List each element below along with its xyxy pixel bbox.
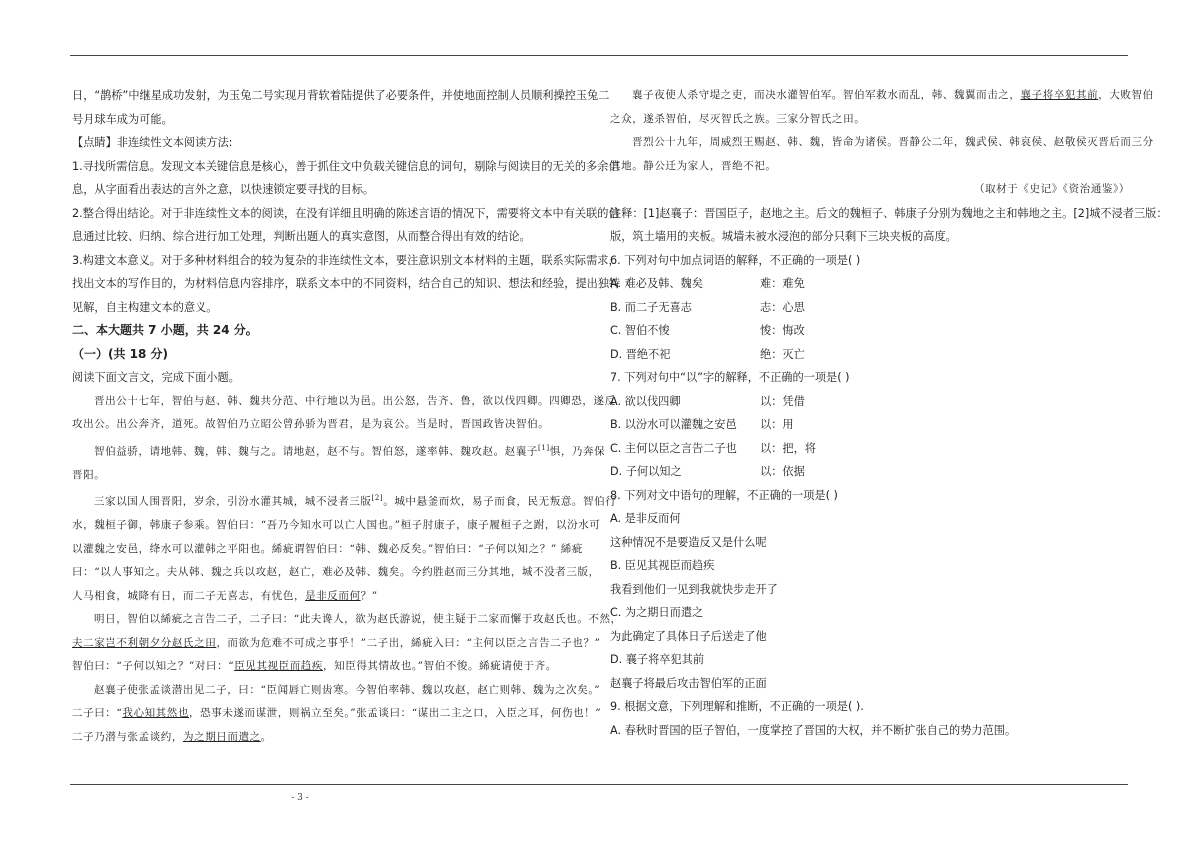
- passage-line: [72, 726, 590, 750]
- question-9-stem: 9. 根据文意，下列理解和推断，不正确的一项是( ).: [610, 700, 864, 713]
- passage-line: 水，魏桓子御，韩康子参乘。智伯曰：“吾乃今知水可以亡人国也。”桓子肘康子，康子履桓子之跗，以汾水可: [72, 519, 601, 531]
- passage-text: ？”: [360, 589, 378, 602]
- passage-text: 智伯益骄，请地韩、魏，韩、魏与之。请地赵，赵不与。智伯怒，遂率韩、魏攻赵。赵襄子: [94, 445, 538, 457]
- q8-line: 我看到他们一见到我就快步走开了: [610, 582, 778, 596]
- option-gloss: 悛：悔改: [760, 324, 805, 337]
- passage-text: 。城中悬釜而炊，易子而食，民无叛意。智伯行: [383, 495, 617, 508]
- option-text: A. 欲以伐四卿: [610, 394, 681, 408]
- option-gloss: 以：依据: [760, 465, 805, 478]
- footnote-ref: [2]: [371, 494, 384, 502]
- q9-line: A. 春秋时晋国的臣子智伯，一度掌控了晋国的大权，并不断扩张自己的势力范围。: [610, 723, 1017, 737]
- instruction: 阅读下面文言文，完成下面小题。: [72, 371, 240, 384]
- q7-option-a: [610, 390, 1130, 414]
- tip-line: 2.整合得出结论。对于非连续性文本的阅读，在没有详细且明确的陈述言语的情况下，需要将文本中有关联的信: [72, 206, 620, 220]
- underlined-sentence: 襄子将卒犯其前: [1020, 89, 1099, 101]
- tip-line: 见解，自主构建文本的意义。: [72, 300, 218, 314]
- passage-text: ，恐事未遂而谋泄，则祸立至矣。”张孟谈曰：“谋出二主之口，入臣之耳，何伤也！”: [188, 707, 602, 719]
- q6-option-d: [610, 343, 1130, 367]
- q7-option-d: [610, 460, 1130, 484]
- option-gloss: 以：用: [760, 418, 794, 431]
- passage-line: [72, 655, 590, 679]
- question-7-stem: 7. 下列对句中“以”字的解释，不正确的一项是( ): [610, 371, 850, 384]
- option-gloss: 以：凭借: [760, 394, 805, 408]
- q7-option-c: [610, 437, 1130, 461]
- q8-line: B. 臣见其视臣而趋疾: [610, 559, 715, 572]
- q6-option-c: [610, 319, 1130, 343]
- source-citation: （取材于《史记》《资治通鉴》）: [974, 183, 1130, 195]
- option-text: A. 难必及韩、魏矣: [610, 277, 703, 290]
- intro-line: 日，“鹊桥”中继星成功发射，为玉兔二号实现月背软着陆提供了必要条件，并使地面控制人员顺利操控玉兔二: [72, 89, 610, 102]
- passage-line: 曰：“以人事知之。夫从韩、魏之兵以攻赵，赵亡，难必及韩、魏矣。今约胜赵而三分其地，城不没者三版，: [72, 566, 600, 578]
- top-rule: [70, 55, 1128, 56]
- underlined-sentence: 是非反而何: [305, 589, 361, 602]
- q8-line: C. 为之期日而遣之: [610, 606, 704, 619]
- passage-line: 以灌魏之安邑，绛水可以灌韩之平阳也。絺疵谓智伯曰：“韩、魏必反矣。”智伯曰：“子何以知之？” 絺疵: [72, 542, 583, 555]
- section-heading: 二、本大题共 7 小题，共 24 分。: [72, 323, 258, 337]
- question-6-stem: 6. 下列对句中加点词语的解释，不正确的一项是( ): [610, 253, 861, 267]
- q8-line: A. 是非反而何: [610, 512, 681, 525]
- underlined-sentence: 为之期日而遣之: [183, 730, 261, 743]
- passage-line: 明日，智伯以絺疵之言告二子，二子曰：“此夫谗人，欲为赵氏游说，使主疑于二家而懈于攻赵氏也。不然，: [94, 613, 622, 625]
- footnote-ref: [1]: [538, 443, 550, 452]
- passage-line: 晋阳。: [72, 468, 106, 481]
- tip-line: 1.寻找所需信息。发现文本关键信息是核心，善于抓住文中负载关键信息的词句，剔除与阅读目的无关的多余信: [72, 159, 620, 173]
- right-column: [610, 84, 1168, 742]
- sub-heading: （一）(共 18 分): [72, 346, 169, 361]
- option-gloss: 难：难免: [760, 277, 805, 290]
- q8-line: 赵襄子将最后攻击智伯军的正面: [610, 676, 767, 690]
- passage-text: 襄子夜使人杀守堤之吏，而决水灌智伯军。智伯军救水而乱，韩、魏翼而击之，: [632, 89, 1021, 101]
- underlined-sentence: 臣见其视臣而趋疾: [234, 660, 324, 672]
- intro-line: 号月球车成为可能。: [72, 112, 173, 126]
- q8-line: 这种情况不是要造反又是什么呢: [610, 535, 767, 549]
- q6-option-a: [610, 272, 1130, 296]
- passage-line: [72, 585, 590, 609]
- passage-line: [610, 84, 1154, 108]
- q7-option-b: [610, 413, 1130, 437]
- passage-line: 晋烈公十九年，周威烈王赐赵、韩、魏，皆命为诸侯。晋静公二年，魏武侯、韩哀侯、赵敬侯灭晋后而三分: [632, 136, 1154, 148]
- passage-line: 赵襄子使张孟谈潜出见二子，曰：“臣闻唇亡则齿寒。今智伯率韩、魏以攻赵，赵亡则韩、魏为之次矣。”: [94, 683, 601, 696]
- q8-line: D. 襄子将卒犯其前: [610, 653, 705, 666]
- tip-line: 3.构建文本意义。对于多种材料组合的较为复杂的非连续性文本，要注意识别文本材料的主题，联系实际需求，: [72, 253, 620, 267]
- tip-line: 找出文本的写作目的，为材料信息内容排序，联系文本中的不同资料，结合自己的知识、想法和经验，提出独特: [72, 277, 621, 290]
- passage-line: [72, 487, 617, 514]
- passage-line: 晋出公十七年，智伯与赵、韩、魏共分范、中行地以为邑。出公怒，告齐、鲁，欲以伐四卿。四卿恐，遂反: [94, 394, 616, 407]
- passage-text: ，知臣得其情故也。”智伯不悛。絺疵请使于齐。: [323, 660, 557, 672]
- q6-option-b: [610, 296, 1130, 320]
- tip-line: 息，从字面看出表达的言外之意，以快速锁定要寻找的目标。: [72, 183, 375, 196]
- option-text: B. 而二子无喜志: [610, 300, 692, 314]
- question-8-stem: 8. 下列对文中语句的理解，不正确的一项是( ): [610, 488, 838, 502]
- passage-text: 二子曰：“: [72, 707, 123, 719]
- passage-line: [72, 437, 606, 464]
- page-number: - 3 -: [291, 793, 309, 803]
- underlined-sentence: 夫二家岂不利朝夕分赵氏之田: [72, 636, 217, 649]
- passage-line: 其地。静公迁为家人，晋绝不祀。: [610, 159, 777, 172]
- passage-text: 三家以国人围晋阳，岁余，引汾水灌其城，城不浸者三版: [94, 495, 372, 508]
- tip-title: 【点睛】非连续性文本阅读方法:: [72, 136, 233, 149]
- option-text: C. 主何以臣之言告二子也: [610, 441, 737, 455]
- underlined-sentence: 我心知其然也: [122, 707, 189, 719]
- option-text: C. 智伯不悛: [610, 324, 670, 337]
- passage-text: 二子乃潜与张孟谈约，: [72, 730, 183, 743]
- notes-line: 版，筑土墙用的夹板。城墙未被水浸泡的部分只剩下三块夹板的高度。: [610, 230, 957, 243]
- option-text: D. 子何以知之: [610, 465, 682, 478]
- passage-text: 智伯曰：“子何以知之？”对曰：“: [72, 660, 235, 672]
- passage-text: ，而欲为危难不可成之事乎！”二子出，絺疵入曰：“主何以臣之言告二子也？”: [216, 636, 601, 649]
- option-text: B. 以汾水可以灌魏之安邑: [610, 418, 737, 431]
- passage-text: 。: [260, 730, 272, 743]
- q8-line: 为此确定了具体日子后送走了他: [610, 629, 767, 643]
- option-gloss: 志：心思: [760, 300, 805, 314]
- option-gloss: 绝：灭亡: [760, 347, 805, 361]
- tip-line: 息通过比较、归纳、综合进行加工处理，判断出题人的真实意图，从而整合得出有效的结论。: [72, 230, 531, 243]
- passage-text: 人马相食，城降有日，而二子无喜志，有忧色，: [72, 589, 306, 602]
- option-text: D. 晋绝不祀: [610, 347, 671, 361]
- bottom-rule: [70, 784, 1128, 785]
- passage-line: [72, 702, 602, 726]
- passage-line: 攻出公。出公奔齐，道死。故智伯乃立昭公曾孙骄为晋君，是为哀公。当是时，晋国政皆决智伯。: [72, 418, 550, 430]
- notes-line: 注释：[1]赵襄子：晋国臣子，赵地之主。后文的魏桓子、韩康子分别为魏地之主和韩地之主。[2]城不浸者三版：: [610, 206, 1168, 220]
- passage-line: [72, 632, 601, 656]
- passage-line: 之众，遂杀智伯，尽灭智氏之族。三家分智氏之田。: [610, 112, 866, 125]
- passage-text: 惧，乃奔保: [549, 445, 606, 457]
- option-gloss: 以：把，将: [760, 441, 816, 455]
- passage-text: ，大败智伯: [1098, 89, 1154, 101]
- left-column: [72, 84, 622, 749]
